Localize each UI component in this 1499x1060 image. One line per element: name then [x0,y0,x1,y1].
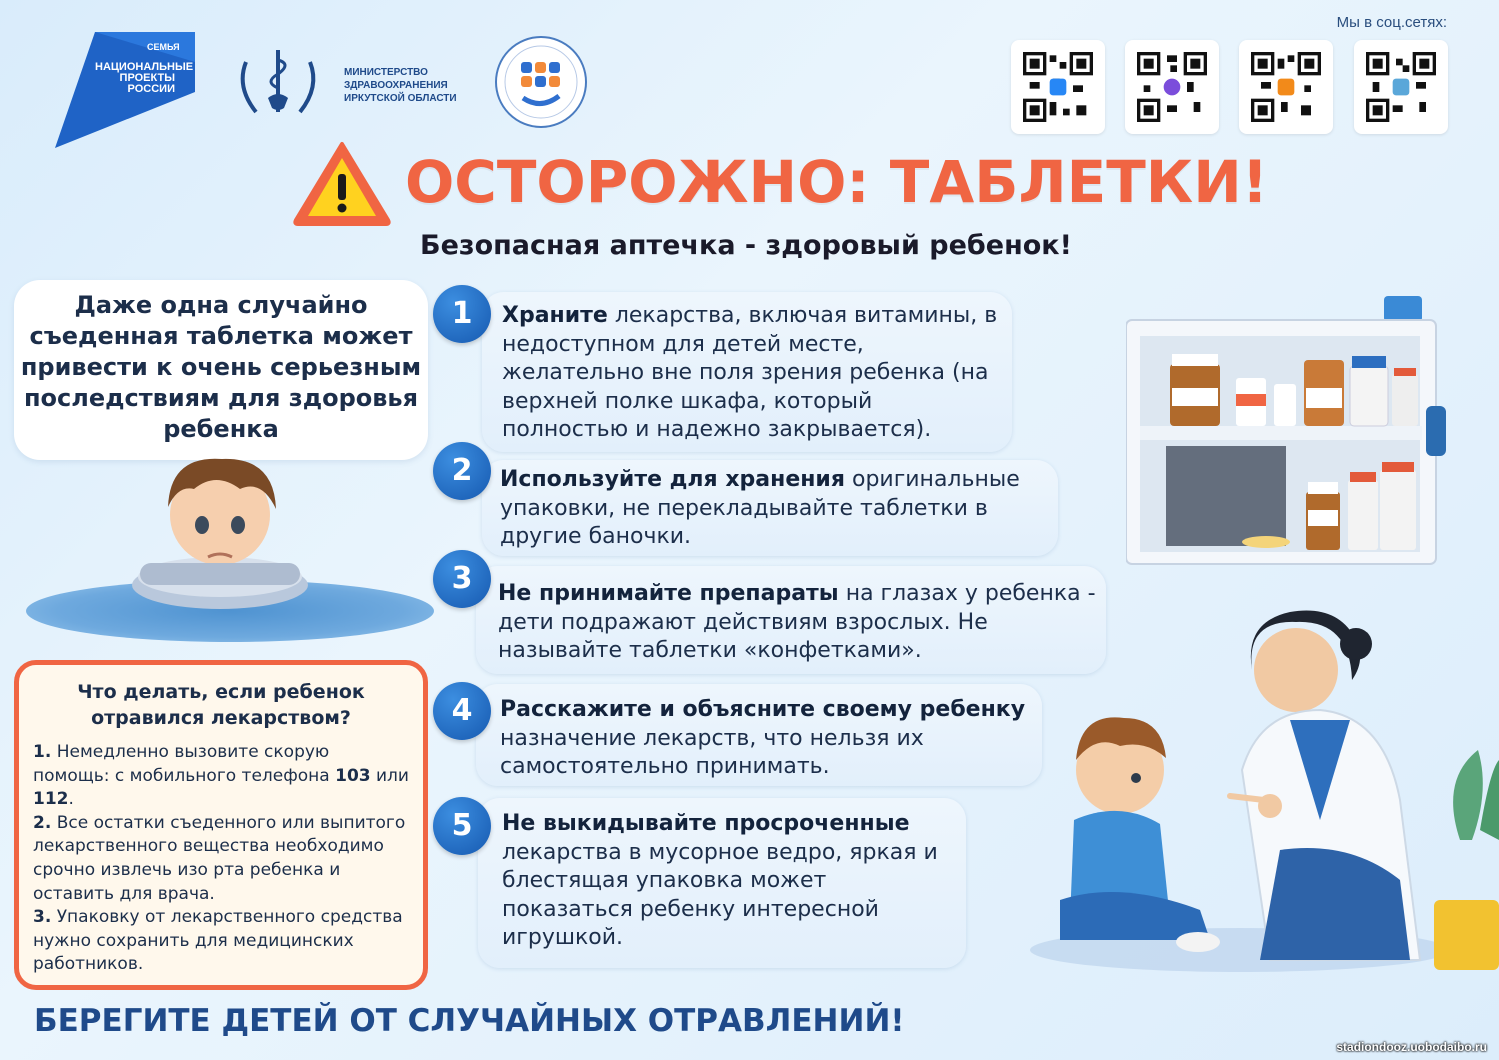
help-step-2 [33,812,409,906]
warning-bubble-text: Даже одна случайно съеденная таблетка может привести к очень серьезным последствиям для здоровья ребенка [20,291,422,443]
number-badge-3: 3 [433,550,491,608]
step-text: . [68,789,74,810]
tip-bold: Расскажите и объясните своему ребенку [500,697,1026,722]
help-title: Что делать, если ребенок отравился лекарством? [77,681,365,729]
emergency-number-103: 103 [335,765,371,786]
poisoning-help-box [14,660,428,990]
tip-text: лекарства, включая витамины, в недоступном для детей месте, желательно вне поля зрения ребенка (на верхней полке шкафа, который полностью и надежно закрывается). [502,303,998,442]
qr-ok[interactable] [1239,40,1333,134]
doctor-and-child-illustration [1020,600,1499,980]
qr-code-icon [1366,52,1436,122]
social-title: Мы в соц.сетях: [1336,14,1447,31]
qr-code-icon [1137,52,1207,122]
tip-bold: Используйте для хранения [500,467,845,492]
tip-text: лекарства в мусорное ведро, яркая и блестящая упаковка может показаться ребенку интересной игрушкой. [502,839,938,950]
step-text: Немедленно вызовите скорую помощь: с мобильного телефона [33,742,336,786]
qr-telegram[interactable] [1354,40,1448,134]
qr-code-icon [1251,52,1321,122]
tip-text: оригинальные упаковки, не перекладывайте таблетки в другие баночки. [500,467,1020,549]
tip-bold: Не выкидывайте просроченные [502,811,910,836]
help-step-3 [33,906,409,977]
step-number: 1. [33,742,52,762]
emergency-number-112: 112 [33,789,69,810]
tip-text: на глазах у ребенка - дети подражают действиям взрослых. Не называйте таблетки «конфетками». [498,581,1096,663]
tip-item-3 [476,566,1106,674]
step-number: 2. [33,812,52,833]
medicine-cabinet-illustration [1126,296,1462,568]
warning-icon [292,140,392,226]
warning-bubble [14,280,428,460]
step-text: Все остатки съеденного или выпитого лекарственного вещества необходимо срочно извлечь изо рта ребенка и оставить для врача. [33,812,406,904]
help-steps [33,741,409,977]
np-logo-top: СЕМЬЯ [147,42,180,52]
tip-bold: Храните [502,303,608,328]
np-logo-text: НАЦИОНАЛЬНЫЕ ПРОЕКТЫ РОССИИ [95,61,194,95]
footer-slogan: БЕРЕГИТЕ ДЕТЕЙ ОТ СЛУЧАЙНЫХ ОТРАВЛЕНИЙ! [34,1003,905,1039]
qr-max[interactable] [1125,40,1219,134]
number-badge-4: 4 [433,682,491,740]
step-text: Упаковку от лекарственного средства нужно сохранить для медицинских работников. [33,907,403,975]
tip-item-4 [476,684,1042,786]
ministry-name: МИНИСТЕРСТВО ЗДРАВООХРАНЕНИЯ ИРКУТСКОЙ ОБЛАСТИ [344,67,457,104]
sad-boy-illustration [130,445,310,610]
step-text: или [370,765,409,786]
qr-code-icon [1023,52,1093,122]
site-watermark: stadiondooz.uobodaibo.ru [1336,1040,1487,1054]
qr-vk[interactable] [1011,40,1105,134]
number-badge-2: 2 [433,442,491,500]
help-step-1 [33,741,409,812]
health-center-logo [495,36,587,128]
national-projects-logo [55,32,195,148]
tip-bold: Не принимайте препараты [498,581,839,606]
tip-text: назначение лекарств, что нельзя их самостоятельно принимать. [500,725,924,779]
step-number: 3. [33,907,52,928]
number-badge-1: 1 [433,285,491,343]
page-title: ОСТОРОЖНО: ТАБЛЕТКИ! [405,148,1269,216]
tip-item-5 [478,798,966,968]
tip-item-2 [482,460,1058,556]
number-badge-5: 5 [433,797,491,855]
tip-item-1 [482,292,1012,452]
page-subtitle: Безопасная аптечка - здоровый ребенок! [420,230,1072,261]
ministry-emblem [232,42,324,122]
